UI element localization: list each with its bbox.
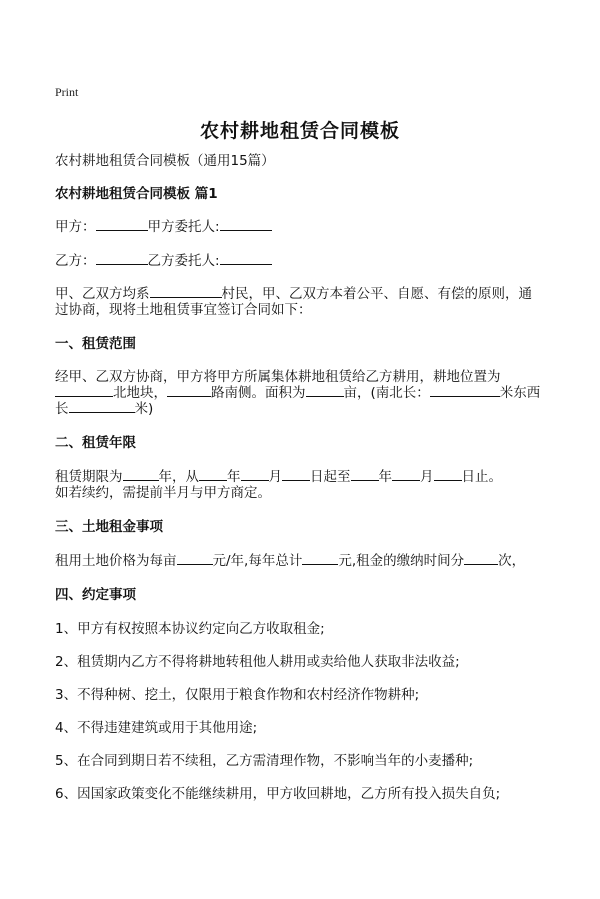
village-blank[interactable] (150, 283, 222, 298)
party-b-line (55, 250, 556, 272)
party-b-label: 乙方： (55, 253, 96, 269)
section-title: 农村耕地租赁合同模板 篇1 (55, 186, 218, 202)
party-a-agent-blank[interactable] (220, 216, 272, 231)
section-1-line-3 (55, 398, 556, 420)
end-year-blank[interactable] (351, 466, 379, 481)
end-day-blank[interactable] (434, 466, 462, 481)
party-b-agent-label: 乙方委托人: (147, 253, 220, 269)
party-a-agent-label: 甲方委托人: (147, 219, 220, 235)
agreement-item: 3、不得种树、挖土，仅限用于粮食作物和农村经济作物耕种; (55, 687, 420, 703)
s3-text-d: 次， (498, 553, 526, 569)
start-month-blank[interactable] (241, 466, 269, 481)
party-a-blank[interactable] (96, 216, 148, 231)
s2-text-f: 年 (378, 469, 392, 485)
north-south-length-blank[interactable] (430, 382, 500, 397)
s2-text-c: 年 (227, 469, 241, 485)
document-subtitle: 农村耕地租赁合同模板（通用15篇） (55, 153, 275, 169)
document-title: 农村耕地租赁合同模板 (199, 120, 400, 142)
party-b-agent-blank[interactable] (220, 250, 272, 265)
section-1-heading: 一、租赁范围 (55, 336, 136, 352)
section-2-heading: 二、租赁年限 (55, 435, 136, 451)
agreement-item: 6、因国家政策变化不能继续耕用，甲方收回耕地，乙方所有投入损失自负; (55, 786, 501, 802)
party-a-label: 甲方： (55, 219, 96, 235)
section-2-line-2: 如若续约，需提前半月与甲方商定。 (55, 485, 271, 501)
payment-times-blank[interactable] (464, 550, 498, 565)
north-plot-blank[interactable] (55, 382, 113, 397)
party-a-line (55, 216, 556, 238)
intro-line-2: 过协商，现将土地租赁事宜签订合同如下： (55, 302, 312, 318)
lease-years-blank[interactable] (123, 466, 159, 481)
s1-text-a: 北地块， (113, 385, 167, 401)
s1-text-b: 路南侧。面积为 (211, 385, 306, 401)
price-per-mu-blank[interactable] (177, 550, 213, 565)
section-3-line-1 (55, 550, 556, 572)
s3-text-c: 元,租金的缴纳时间分 (338, 553, 465, 569)
east-west-length-blank[interactable] (69, 398, 135, 413)
section-4-heading: 四、约定事项 (55, 587, 136, 603)
start-day-blank[interactable] (282, 466, 310, 481)
section-1-line-1: 经甲、乙双方协商，甲方将甲方所属集体耕地租赁给乙方耕用，耕地位置为 (55, 369, 501, 385)
s2-text-b: 年，从 (158, 469, 199, 485)
party-b-blank[interactable] (96, 250, 148, 265)
start-year-blank[interactable] (199, 466, 227, 481)
agreement-item: 1、甲方有权按照本协议约定向乙方收取租金; (55, 621, 325, 637)
s2-text-e: 日起至 (310, 469, 351, 485)
end-month-blank[interactable] (392, 466, 420, 481)
intro-text-2: 村民，甲、乙双方本着公平、自愿、有偿的原则，通 (221, 286, 532, 302)
s1-text-d: 米东西 (499, 385, 541, 401)
s1-text-c: 亩，(南北长： (343, 385, 430, 401)
s3-text-b: 元/年,每年总计 (212, 553, 303, 569)
agreement-item: 5、在合同到期日若不续租，乙方需清理作物，不影响当年的小麦播种; (55, 753, 474, 769)
s2-text-a: 租赁期限为 (55, 469, 123, 485)
annual-total-blank[interactable] (302, 550, 338, 565)
area-blank[interactable] (306, 382, 344, 397)
road-blank[interactable] (167, 382, 211, 397)
section-3-heading: 三、土地租金事项 (55, 519, 163, 535)
agreement-item: 2、租赁期内乙方不得将耕地转租他人耕用或卖给他人获取非法收益; (55, 654, 460, 670)
s2-text-d: 月 (268, 469, 282, 485)
s2-text-g: 月 (420, 469, 434, 485)
s1-text-e: 长 (55, 401, 69, 417)
s2-text-h: 日止。 (461, 469, 502, 485)
intro-text-1: 甲、乙双方均系 (55, 286, 150, 302)
s1-text-f: 米) (134, 401, 154, 417)
agreement-item: 4、不得违建建筑或用于其他用途; (55, 720, 258, 736)
s3-text-a: 租用土地价格为每亩 (55, 553, 177, 569)
print-label: Print (55, 85, 79, 99)
